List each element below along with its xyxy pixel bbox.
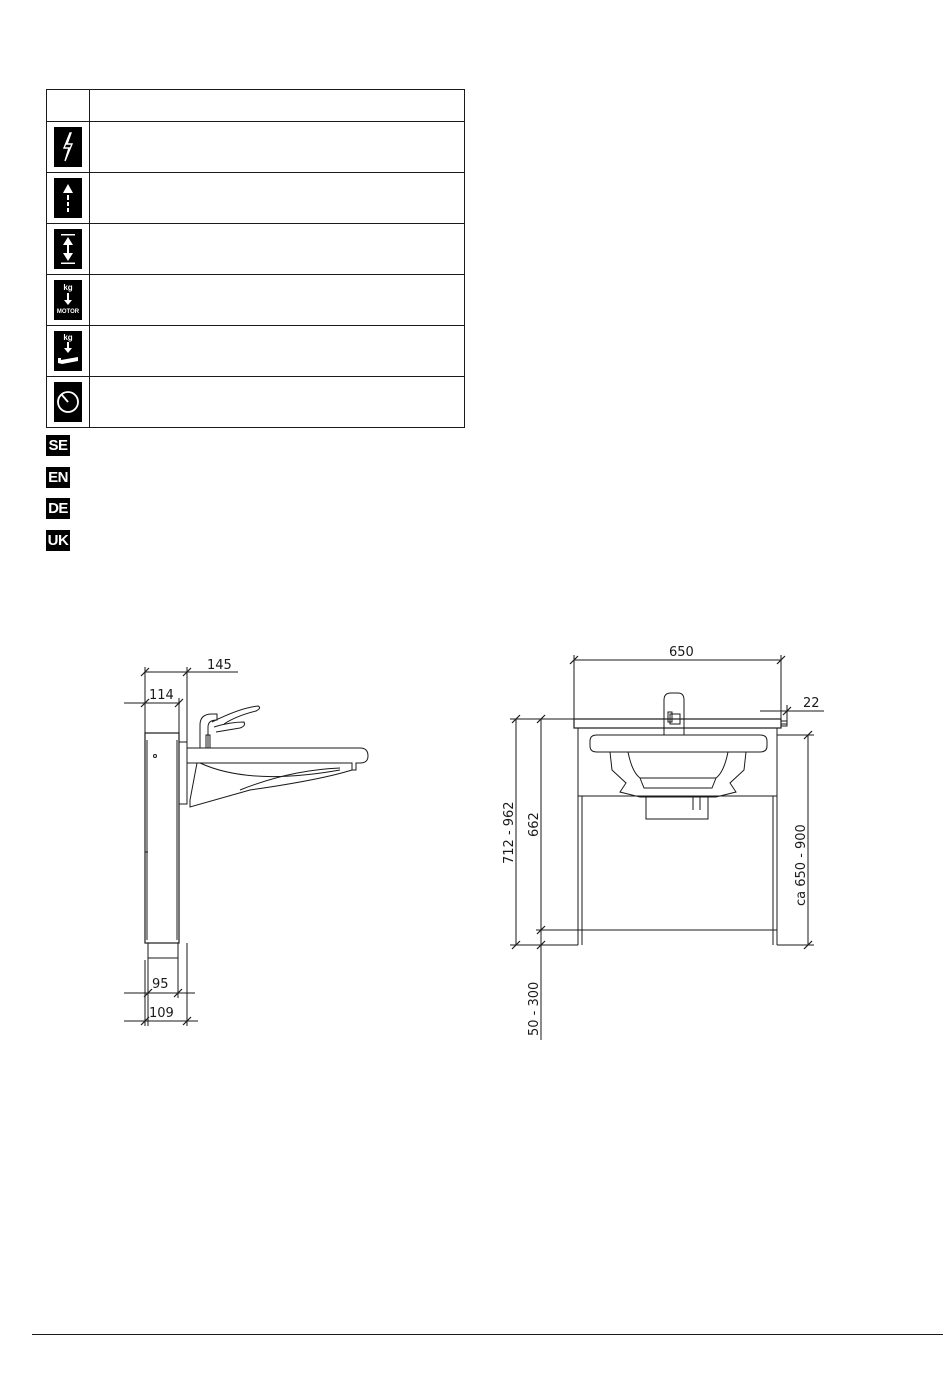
dim-22: 22: [803, 696, 820, 711]
lang-badge-de: DE: [46, 498, 70, 519]
dim-114: 114: [149, 688, 174, 703]
svg-text:kg: kg: [63, 333, 73, 342]
lang-badge-se: SE: [46, 435, 70, 456]
dim-662: 662: [527, 812, 542, 837]
dim-650: 650: [669, 645, 694, 660]
front-view-drawing: [510, 655, 824, 1040]
lang-badge-uk: UK: [47, 532, 69, 549]
svg-text:kg: kg: [63, 283, 73, 292]
footer-divider: [32, 1334, 943, 1335]
lang-badge-en: EN: [46, 467, 70, 488]
dim-712-962: 712 - 962: [502, 801, 517, 864]
dim-109: 109: [149, 1006, 174, 1021]
dim-50-300: 50 - 300: [527, 981, 542, 1036]
dim-95: 95: [152, 977, 169, 992]
side-view-drawing: [124, 667, 368, 1026]
dim-145: 145: [207, 658, 232, 673]
svg-text:MOTOR: MOTOR: [56, 309, 80, 315]
dim-ca-650-900: ca 650 - 900: [794, 824, 809, 906]
